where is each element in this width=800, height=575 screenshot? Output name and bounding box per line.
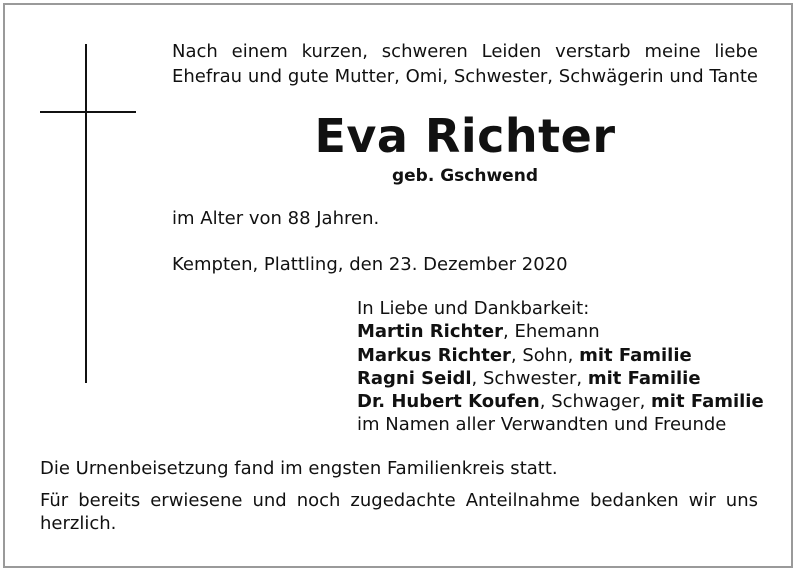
mourner-name: Markus Richter — [357, 345, 511, 366]
mourner-relation: , Ehemann — [503, 321, 600, 342]
mourners-closing: im Namen aller Verwandten und Freunde — [357, 414, 727, 435]
mourner-family: mit Familie — [651, 391, 764, 412]
mourner-row — [357, 390, 764, 414]
mourner-family: mit Familie — [587, 368, 701, 389]
burial-note: Die Urnenbeisetzung fand im engsten Familienkreis statt. — [40, 458, 558, 479]
mourner-row — [357, 344, 692, 368]
place-date: Kempten, Plattling, den 23. Dezember 2020 — [172, 254, 568, 275]
mourner-family: mit Familie — [579, 345, 692, 366]
cross-icon-horizontal — [40, 111, 136, 113]
mourner-name: Dr. Hubert Koufen — [357, 391, 540, 412]
deceased-name: Eva Richter — [314, 109, 616, 163]
mourner-relation: , Sohn, — [510, 345, 580, 366]
mourner-row — [357, 367, 701, 391]
thanks-line-2: herzlich. — [40, 513, 117, 534]
mourners-heading: In Liebe und Dankbarkeit: — [357, 298, 590, 319]
mourner-name: Martin Richter — [357, 321, 503, 342]
mourner-relation: , Schwester, — [471, 368, 588, 389]
cross-icon-vertical — [85, 44, 87, 383]
mourner-name: Ragni Seidl — [357, 368, 472, 389]
mourner-relation: , Schwager, — [539, 391, 652, 412]
intro-line-1: Nach einem kurzen, schweren Leiden verstarb meine liebe — [172, 41, 758, 62]
mourner-row — [357, 320, 600, 344]
intro-line-2: Ehefrau und gute Mutter, Omi, Schwester, Schwägerin und Tante — [172, 66, 758, 87]
thanks-line-1: Für bereits erwiesene und noch zugedachte Anteilnahme bedanken wir uns — [40, 490, 758, 511]
birth-name: geb. Gschwend — [391, 166, 538, 186]
age-line: im Alter von 88 Jahren. — [172, 208, 380, 229]
